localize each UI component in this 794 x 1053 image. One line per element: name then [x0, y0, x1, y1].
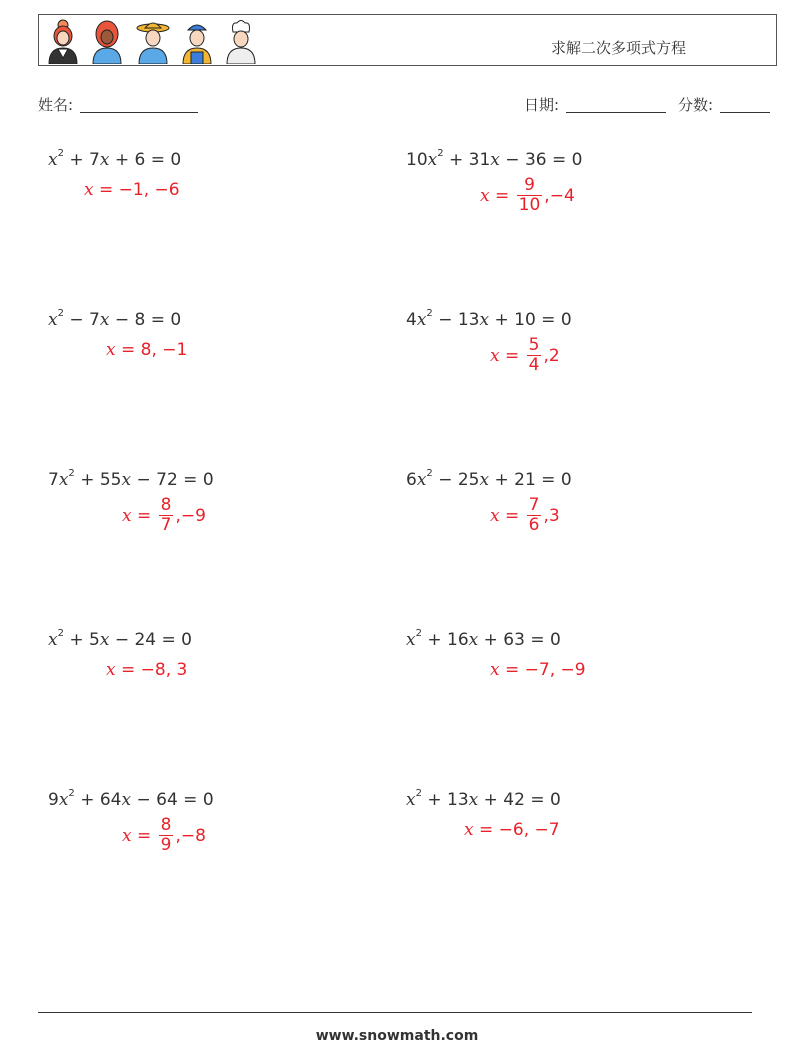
- exponent: 2: [426, 308, 433, 320]
- numerator: 7: [528, 495, 540, 515]
- name-field[interactable]: [80, 112, 198, 113]
- problem-equation: [48, 470, 214, 490]
- exponent: 2: [68, 468, 75, 480]
- problem-equation: [48, 630, 192, 650]
- constant-term: − 36 = 0: [499, 150, 583, 170]
- worksheet-title: 求解二次多项式方程: [551, 39, 687, 57]
- variable-x: x: [48, 310, 58, 330]
- problem-equation: [48, 790, 214, 810]
- exponent: 2: [426, 468, 433, 480]
- problem-equation: [406, 630, 561, 650]
- variable-x: x: [416, 470, 427, 490]
- fraction: [159, 816, 174, 855]
- equals-sign: =: [131, 505, 157, 526]
- variable-x: x: [121, 790, 132, 810]
- variable-x: x: [48, 630, 58, 650]
- exponent: 2: [415, 788, 422, 800]
- variable-x: x: [480, 185, 490, 206]
- problem-answer: [490, 660, 586, 680]
- equals-sign: =: [499, 505, 525, 526]
- linear-term: − 7: [63, 310, 100, 330]
- variable-x: x: [490, 660, 500, 680]
- coefficient: 10: [406, 150, 428, 170]
- denominator: 10: [518, 195, 541, 215]
- linear-term: + 7: [63, 150, 100, 170]
- linear-term: + 16: [421, 630, 469, 650]
- variable-x: x: [427, 150, 438, 170]
- variable-x: x: [99, 630, 110, 650]
- equals-sign: =: [115, 340, 141, 360]
- score-label: 分数:: [678, 96, 714, 114]
- variable-x: x: [490, 345, 500, 366]
- variable-x: x: [121, 470, 132, 490]
- variable-x: x: [468, 790, 479, 810]
- variable-x: x: [490, 505, 500, 526]
- variable-x: x: [468, 630, 479, 650]
- linear-term: − 25: [432, 470, 480, 490]
- denominator: 4: [528, 355, 540, 375]
- problem-answer: [106, 340, 187, 360]
- denominator: 6: [528, 515, 540, 535]
- roots: −8, 3: [140, 660, 188, 680]
- numerator: 8: [160, 495, 172, 515]
- variable-x: x: [406, 790, 416, 810]
- equals-sign: =: [473, 820, 499, 840]
- variable-x: x: [106, 660, 116, 680]
- coefficient: 4: [406, 310, 417, 330]
- denominator: 7: [160, 515, 172, 535]
- roots: 8, −1: [140, 340, 188, 360]
- second-root: ,−9: [175, 505, 206, 526]
- exponent: 2: [57, 148, 64, 160]
- woman-avatar: [89, 18, 125, 64]
- roots: −1, −6: [118, 180, 180, 200]
- denominator: 9: [160, 835, 172, 855]
- problem-equation: [406, 790, 561, 810]
- problem-answer: [490, 336, 560, 375]
- fraction: [517, 176, 543, 215]
- variable-x: x: [490, 150, 500, 170]
- linear-term: + 5: [63, 630, 100, 650]
- problem-equation: [406, 310, 572, 330]
- constant-term: + 6 = 0: [109, 150, 182, 170]
- mechanic-avatar: [179, 18, 215, 64]
- equals-sign: =: [489, 185, 515, 206]
- constant-term: + 10 = 0: [489, 310, 572, 330]
- problem-answer: [490, 496, 560, 535]
- problem-answer: [464, 820, 560, 840]
- numerator: 5: [528, 335, 540, 355]
- constant-term: − 24 = 0: [109, 630, 192, 650]
- date-field[interactable]: [566, 112, 666, 113]
- exponent: 2: [415, 628, 422, 640]
- fraction: [527, 336, 542, 375]
- variable-x: x: [122, 825, 132, 846]
- constant-term: − 64 = 0: [131, 790, 214, 810]
- variable-x: x: [406, 630, 416, 650]
- problem-answer: [122, 496, 206, 535]
- variable-x: x: [58, 470, 69, 490]
- variable-x: x: [479, 310, 490, 330]
- footer-divider: [38, 1012, 752, 1013]
- exponent: 2: [437, 148, 444, 160]
- footer-url[interactable]: www.snowmath.com: [315, 1028, 479, 1044]
- equals-sign: =: [499, 345, 525, 366]
- equals-sign: =: [499, 660, 525, 680]
- coefficient: 9: [48, 790, 59, 810]
- problem-answer: [480, 176, 575, 215]
- problem-answer: [106, 660, 187, 680]
- second-root: ,−4: [544, 185, 575, 206]
- equals-sign: =: [93, 180, 119, 200]
- linear-term: − 13: [432, 310, 480, 330]
- constant-term: + 42 = 0: [478, 790, 561, 810]
- problem-equation: [48, 150, 181, 170]
- exponent: 2: [57, 628, 64, 640]
- name-label: 姓名:: [38, 96, 74, 114]
- variable-x: x: [48, 150, 58, 170]
- variable-x: x: [99, 310, 110, 330]
- exponent: 2: [68, 788, 75, 800]
- numerator: 9: [524, 175, 535, 195]
- variable-x: x: [416, 310, 427, 330]
- variable-x: x: [99, 150, 110, 170]
- problem-answer: [122, 816, 206, 855]
- female-worker-avatar: [45, 18, 81, 64]
- fraction: [159, 496, 174, 535]
- equals-sign: =: [131, 825, 157, 846]
- linear-term: + 64: [74, 790, 122, 810]
- worksheet-header: [38, 14, 777, 66]
- constant-term: + 21 = 0: [489, 470, 572, 490]
- constant-term: − 8 = 0: [109, 310, 182, 330]
- variable-x: x: [58, 790, 69, 810]
- fraction: [527, 496, 542, 535]
- roots: −6, −7: [498, 820, 560, 840]
- linear-term: + 31: [443, 150, 491, 170]
- variable-x: x: [106, 340, 116, 360]
- second-root: ,−8: [175, 825, 206, 846]
- chef-avatar: [223, 18, 259, 64]
- variable-x: x: [122, 505, 132, 526]
- coefficient: 6: [406, 470, 417, 490]
- problem-equation: [406, 470, 572, 490]
- linear-term: + 13: [421, 790, 469, 810]
- problem-equation: [48, 310, 181, 330]
- exponent: 2: [57, 308, 64, 320]
- problem-answer: [84, 180, 180, 200]
- problem-equation: [406, 150, 582, 170]
- roots: −7, −9: [524, 660, 586, 680]
- score-field[interactable]: [720, 112, 770, 113]
- constant-term: − 72 = 0: [131, 470, 214, 490]
- equals-sign: =: [115, 660, 141, 680]
- constant-term: + 63 = 0: [478, 630, 561, 650]
- date-label: 日期:: [524, 96, 560, 114]
- second-root: ,2: [543, 345, 560, 366]
- second-root: ,3: [543, 505, 560, 526]
- numerator: 8: [160, 815, 172, 835]
- coefficient: 7: [48, 470, 59, 490]
- farmer-avatar: [135, 18, 171, 64]
- variable-x: x: [479, 470, 490, 490]
- variable-x: x: [464, 820, 474, 840]
- linear-term: + 55: [74, 470, 122, 490]
- variable-x: x: [84, 180, 94, 200]
